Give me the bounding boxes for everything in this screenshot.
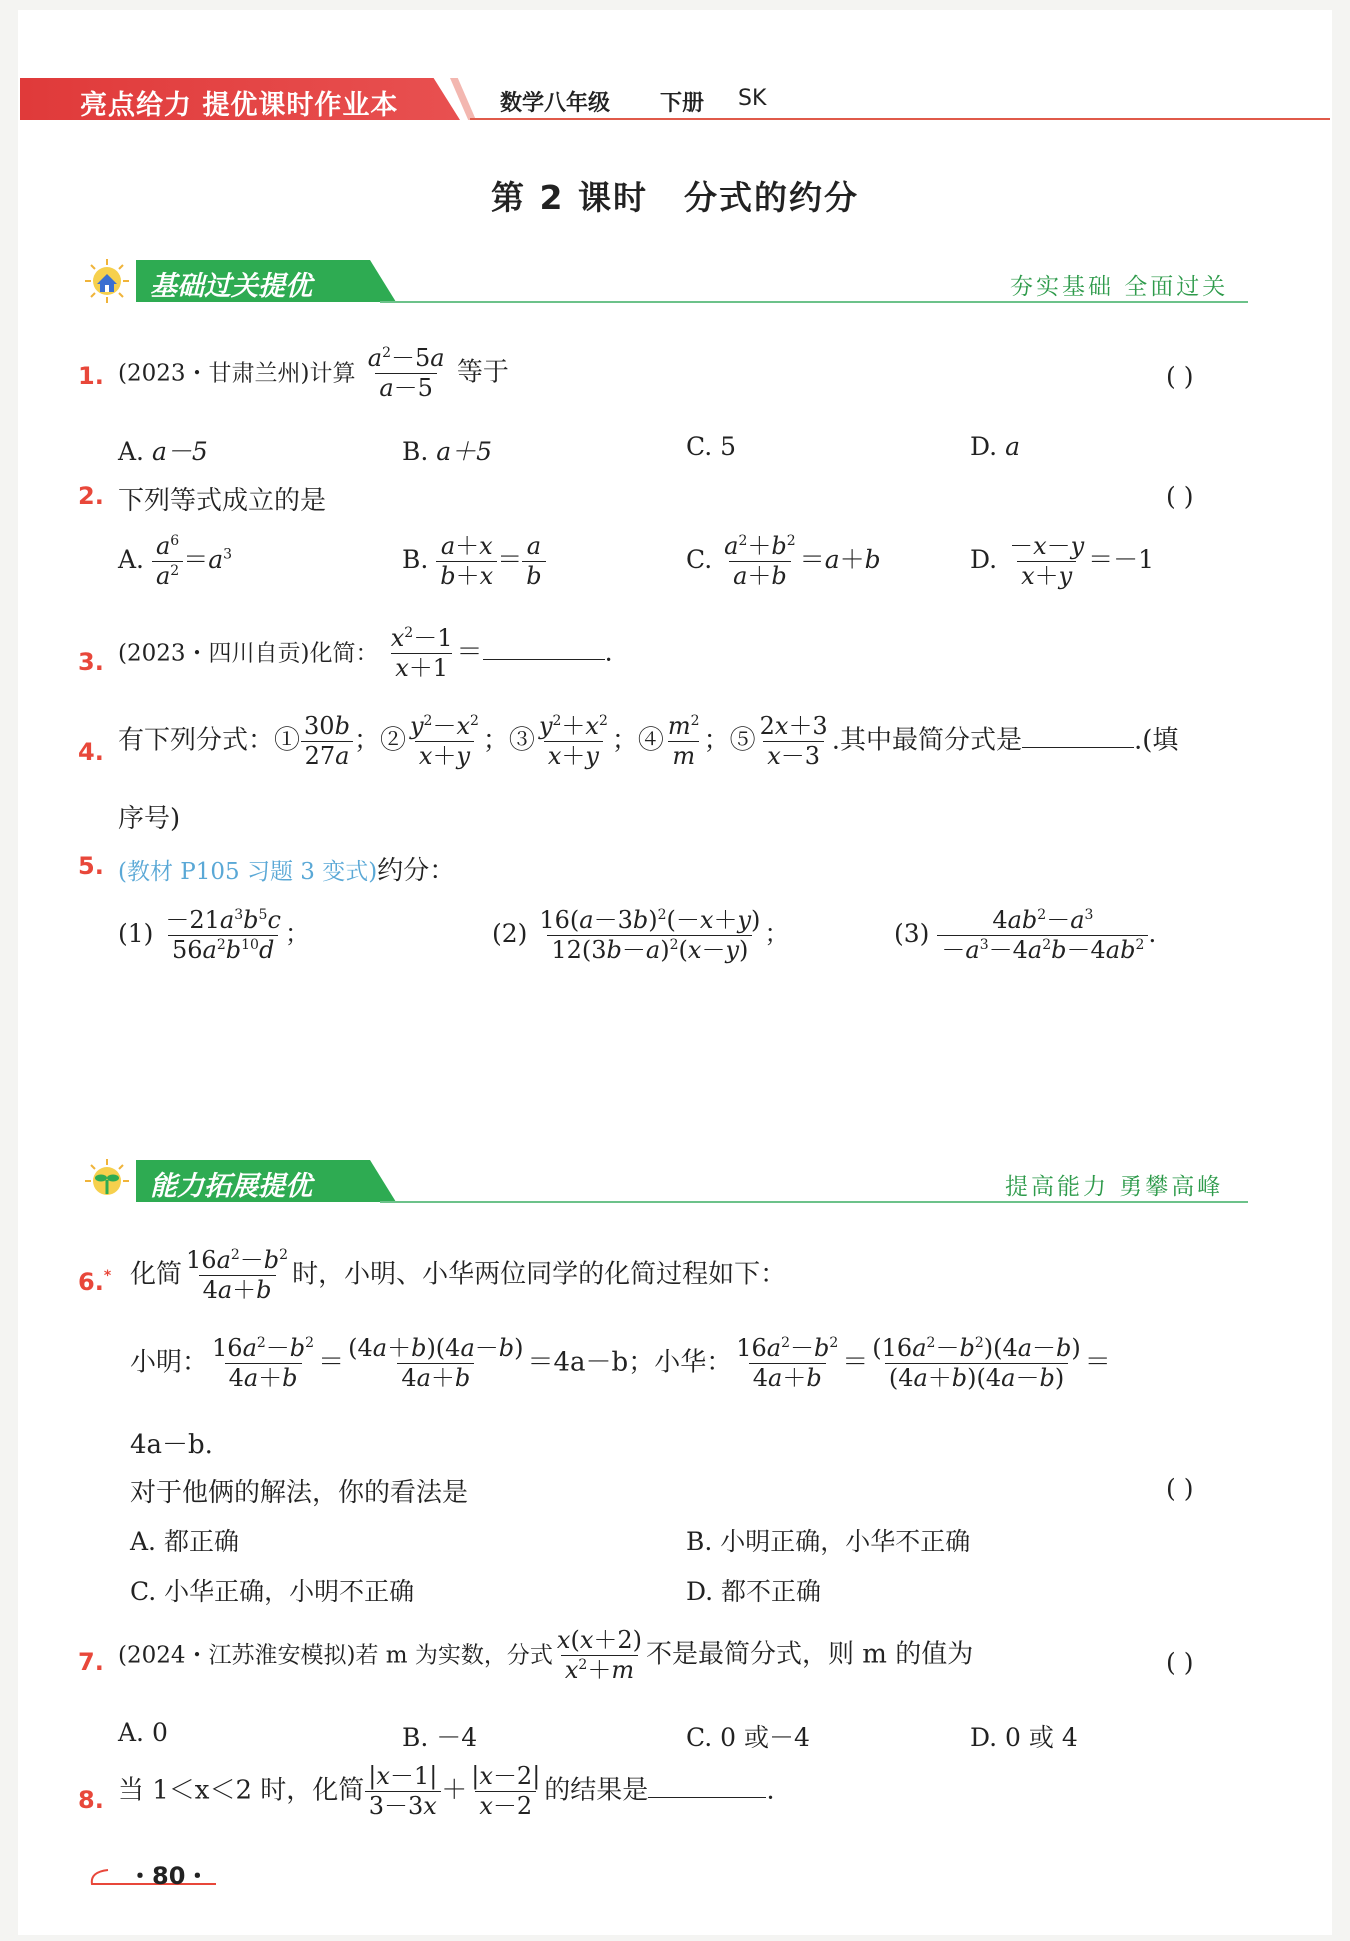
q7-option-d: D. 0 或 4 [970,1723,1078,1752]
section-title-advanced: 能力拓展提优 [150,1171,312,1202]
q5-stem: (教材 P105 习题 3 变式)约分： [118,856,456,886]
q2-option-a: A. $\frac{a^6}{a^2}$ $=a^3$ [118,532,233,590]
q3-answer-blank[interactable] [483,659,605,660]
xiaoming-label: 小明： [130,1347,209,1378]
header-rule [470,118,1330,120]
lesson-name: 分式的约分 [683,178,859,217]
brand-title: 亮点给力 提优课时作业本 [80,90,399,121]
q1-source: (2023・甘肃兰州)计算 [118,360,356,387]
q2-stem: 下列等式成立的是 [118,486,327,516]
q1-after: 等于 [456,357,509,388]
q2-number: 2. [78,482,104,510]
section-motto-advanced: 提高能力 勇攀高峰 [1005,1174,1224,1200]
xiaohua-label: ；小华： [628,1347,733,1378]
volume-label: 下册 [660,91,705,116]
q3-stem: (2023・四川自贡)化简： $\frac{x^2-1}{x+1}$ ＝ . [118,624,613,682]
q1-answer-paren: ( ) [1166,362,1194,391]
q6-stem: 化简 $\frac{16a^2-b^2}{4a+b}$ 时，小明、小华两位同学的化简过程如下： [130,1246,787,1304]
q6-solutions: 小明： $\frac{16a^2-b^2}{4a+b}$ ＝ $\frac{(4a+b)(4a-b)}{4a+b}$ ＝4a－b；小华： $\frac{16a^2-b^2}{4a+b}$ ＝ $\frac{(16a^2-b^2)(4a-b)}{(4a+b)(4a-b)}$ ＝ [130,1334,1111,1392]
q6-question: 对于他俩的解法，你的看法是 [130,1478,469,1508]
page-number: ・80・ [128,1862,210,1890]
q1-option-b: B. a＋5 [402,437,493,466]
q8-stem: 当 1＜x＜2 时，化简 $\frac{|x-1|}{3-3x}$ ＋ $\frac{|x-2|}{x-2}$ 的结果是 . [118,1762,775,1820]
q6-result: 4a－b. [130,1430,213,1460]
q8-number: 8. [78,1786,104,1814]
q2-option-c: C. $\frac{a^2+b^2}{a+b}$ ＝a＋b [686,532,881,590]
q6-option-b: B. 小明正确，小华不正确 [686,1527,971,1556]
q4-stem-cont: 序号) [118,804,181,834]
q1-fraction: $\frac{a^2-5a}{a-5}$ [367,344,445,402]
q7-option-c: C. 0 或－4 [686,1723,810,1752]
q2-answer-paren: ( ) [1166,482,1194,511]
q6-option-d: D. 都不正确 [686,1577,822,1606]
q5-part-2: (2) $\frac{16(a-3b)^2(-x+y)}{12(3b-a)^2(x-y)}$ ； [492,906,790,964]
q7-answer-paren: ( ) [1166,1648,1194,1677]
q4-stem: 有下列分式：① $\frac{30b}{27a}$ ；② $\frac{y^2-x^2}{x+y}$ ；③ $\frac{y^2+x^2}{x+y}$ ；④ $\frac{m^2}{m}$ ；⑤ $\frac{2x+3}{x-3}$ .其中最简分式是 .(填 [118,712,1179,770]
q5-source: (教材 P105 习题 3 变式) [118,859,378,885]
q5-part-1: (1) $\frac{-21a^3b^5c}{56a^2b^{10}d}$ ； [118,906,310,964]
q6-option-a: A. 都正确 [130,1527,239,1556]
sprout-sun-icon [84,1158,130,1204]
section-rule-basic [380,301,1248,303]
q4-answer-blank[interactable] [1022,747,1134,748]
lesson-number: 第 2 课时 [491,178,648,217]
q5-number: 5. [78,852,104,880]
q1-option-c: C. 5 [686,432,737,461]
section-motto-basic: 夯实基础 全面过关 [1010,274,1229,300]
lesson-title [0,172,1350,219]
section-title-basic: 基础过关提优 [150,271,312,302]
q7-stem: (2024・江苏淮安模拟)若 m 为实数，分式 $\frac{x(x+2)}{x^2+m}$ 不是最简分式，则 m 的值为 [118,1626,974,1684]
q4-number: 4. [78,738,104,766]
edition-label: SK [738,86,767,111]
subject-label: 数学八年级 [500,91,611,116]
q1-number: 1. [78,362,104,390]
q1-option-d: D. a [970,432,1020,461]
q3-number: 3. [78,648,104,676]
q6-number: 6.* [78,1268,112,1296]
q8-answer-blank[interactable] [648,1797,766,1798]
q2-option-d: D. $\frac{-x-y}{x+y}$ ＝－1 [970,532,1155,590]
q6-answer-paren: ( ) [1166,1474,1194,1503]
q6-option-c: C. 小华正确，小明不正确 [130,1577,415,1606]
q7-option-b: B. －4 [402,1723,478,1752]
q7-number: 7. [78,1648,104,1676]
q2-option-b: B. $\frac{a+x}{b+x}$ ＝ $\frac{a}{b}$ [402,532,546,591]
q1-stem [118,344,509,403]
house-sun-icon [84,258,130,304]
q5-part-3: (3) $\frac{4ab^2-a^3}{-a^3-4a^2b-4ab^2}$ . [894,906,1157,964]
q7-option-a: A. 0 [118,1718,168,1747]
q1-option-a: A. a－5 [118,437,208,466]
section-rule-advanced [380,1201,1248,1203]
